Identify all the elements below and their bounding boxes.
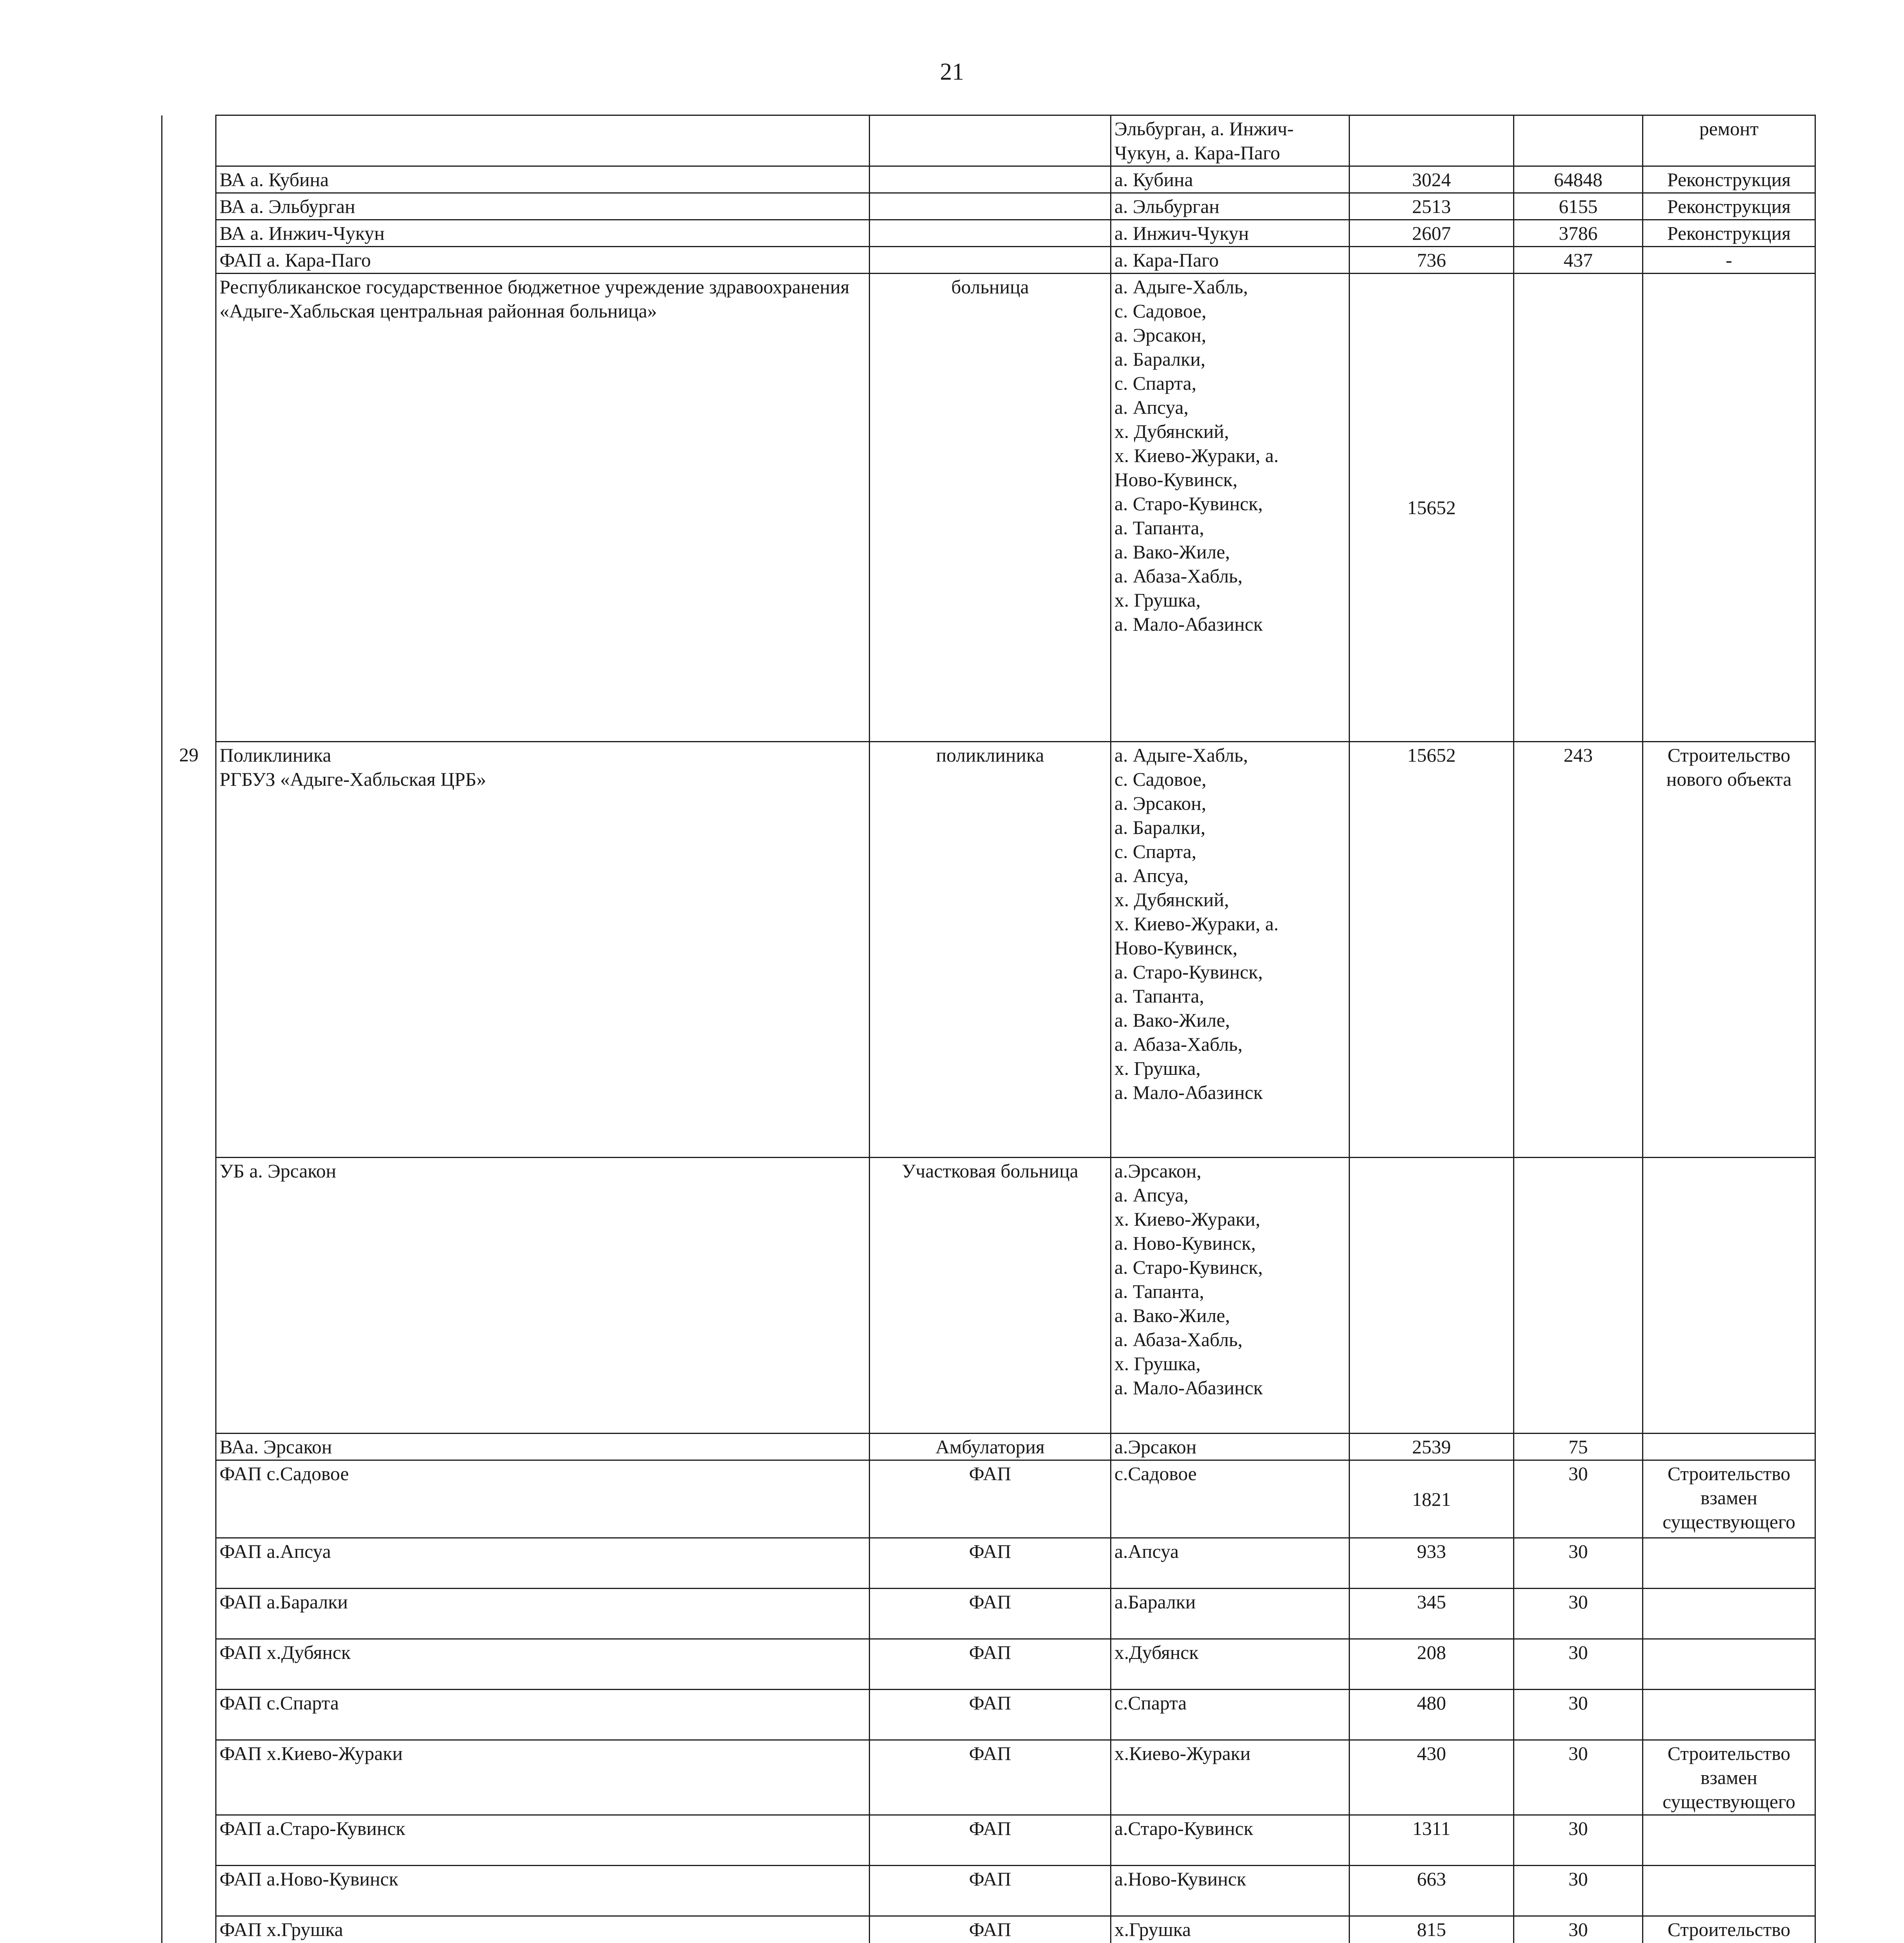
served-localities: а. Эльбурган [1111,193,1350,220]
capacity: 30 [1514,1460,1643,1538]
facility-type: ФАП [870,1460,1111,1538]
population: 1821 [1350,1460,1514,1538]
served-localities: а.Баралки [1111,1589,1350,1639]
capacity: 75 [1514,1434,1643,1460]
facility-name [216,115,870,166]
planned-action [1643,1690,1815,1740]
table-row [162,1434,1815,1460]
served-localities: а.Апсуа [1111,1538,1350,1589]
capacity: 30 [1514,1916,1643,1943]
facility-name: ВА а. Инжич-Чукун [216,220,870,247]
capacity [1514,115,1643,166]
row-number [162,166,216,193]
facility-name: ФАП с.Спарта [216,1690,870,1740]
planned-action [1643,1538,1815,1589]
table-row [162,1158,1815,1434]
table-row [162,247,1815,274]
population: 815 [1350,1916,1514,1943]
capacity: 30 [1514,1815,1643,1866]
capacity [1514,274,1643,742]
planned-action [1643,1434,1815,1460]
served-localities: а.Старо-Кувинск [1111,1815,1350,1866]
served-localities: х.Киево-Жураки [1111,1740,1350,1815]
served-localities: а.Эрсакон [1111,1434,1350,1460]
planned-action [1643,274,1815,742]
population: 2539 [1350,1434,1514,1460]
row-number [162,220,216,247]
population: 2513 [1350,193,1514,220]
table-row [162,742,1815,1158]
served-localities: а. Адыге-Хабль, с. Садовое, а. Эрсакон, а. Баралки, с. Спарта, а. Апсуа, х. Дубянский, х. Киево-Жураки, а. Ново-Кувинск, а. Старо-Кувинск, а. Тапанта, а. Вако-Жиле, а. Абаза-Хабль, х. Грушка, а. Мало-Абазинск [1111,274,1350,742]
facility-name: Поликлиника РГБУЗ «Адыге-Хабльская ЦРБ» [216,742,870,1158]
row-number [162,193,216,220]
table-row [162,1740,1815,1815]
row-number [162,1434,216,1460]
row-number [162,1639,216,1690]
row-number [162,1158,216,1434]
planned-action [1643,1815,1815,1866]
population: 736 [1350,247,1514,274]
facility-name: ФАП а.Баралки [216,1589,870,1639]
capacity: 30 [1514,1639,1643,1690]
facility-name: УБ а. Эрсакон [216,1158,870,1434]
facilities-table-body [162,115,1815,1943]
facility-name: ФАП х.Киево-Жураки [216,1740,870,1815]
planned-action: Строительство взамен существующего [1643,1460,1815,1538]
planned-action: Строительство взамен существующего [1643,1740,1815,1815]
population: 480 [1350,1690,1514,1740]
table-row [162,166,1815,193]
planned-action [1643,1866,1815,1916]
row-number [162,1538,216,1589]
planned-action: Строительство [1643,1916,1815,1943]
capacity [1514,1158,1643,1434]
planned-action: - [1643,247,1815,274]
capacity: 30 [1514,1589,1643,1639]
population: 345 [1350,1589,1514,1639]
facility-type: больница [870,274,1111,742]
facility-type: ФАП [870,1538,1111,1589]
facility-type [870,220,1111,247]
served-localities: Эльбурган, а. Инжич- Чукун, а. Кара-Паго [1111,115,1350,166]
facility-type: Амбулатория [870,1434,1111,1460]
row-number [162,247,216,274]
population: 15652 [1350,274,1514,742]
planned-action [1643,1589,1815,1639]
population: 2607 [1350,220,1514,247]
planned-action: Реконструкция [1643,193,1815,220]
population: 430 [1350,1740,1514,1815]
facility-name: ФАП х.Грушка [216,1916,870,1943]
capacity: 30 [1514,1866,1643,1916]
population: 933 [1350,1538,1514,1589]
served-localities: х.Грушка [1111,1916,1350,1943]
facility-type: Участковая больница [870,1158,1111,1434]
served-localities: с.Садовое [1111,1460,1350,1538]
facility-type: ФАП [870,1740,1111,1815]
facility-type [870,166,1111,193]
page-number: 21 [940,59,964,85]
capacity: 437 [1514,247,1643,274]
population: 1311 [1350,1815,1514,1866]
population: 208 [1350,1639,1514,1690]
capacity: 3786 [1514,220,1643,247]
row-number [162,1916,216,1943]
row-number: 29 [162,742,216,1158]
facility-name: ФАП с.Садовое [216,1460,870,1538]
table-row [162,1589,1815,1639]
facility-type: ФАП [870,1866,1111,1916]
served-localities: а. Кубина [1111,166,1350,193]
table-row [162,220,1815,247]
population [1350,1158,1514,1434]
table-row [162,1916,1815,1943]
facility-type [870,115,1111,166]
capacity: 243 [1514,742,1643,1158]
facility-type [870,247,1111,274]
table-row [162,1538,1815,1589]
capacity: 30 [1514,1690,1643,1740]
served-localities: а.Ново-Кувинск [1111,1866,1350,1916]
population [1350,115,1514,166]
served-localities: а. Адыге-Хабль, с. Садовое, а. Эрсакон, а. Баралки, с. Спарта, а. Апсуа, х. Дубянский, х. Киево-Жураки, а. Ново-Кувинск, а. Старо-Кувинск, а. Тапанта, а. Вако-Жиле, а. Абаза-Хабль, х. Грушка, а. Мало-Абазинск [1111,742,1350,1158]
capacity: 30 [1514,1538,1643,1589]
capacity: 64848 [1514,166,1643,193]
facility-type: ФАП [870,1589,1111,1639]
facility-name: ФАП а. Кара-Паго [216,247,870,274]
served-localities: х.Дубянск [1111,1639,1350,1690]
population: 3024 [1350,166,1514,193]
planned-action: Реконструкция [1643,166,1815,193]
row-number [162,1866,216,1916]
row-number [162,1460,216,1538]
table-row [162,1815,1815,1866]
planned-action: ремонт [1643,115,1815,166]
served-localities: с.Спарта [1111,1690,1350,1740]
population: 15652 [1350,742,1514,1158]
row-number [162,1740,216,1815]
facility-type [870,193,1111,220]
facility-name: ВА а. Кубина [216,166,870,193]
facility-name: Республиканское государственное бюджетное учреждение здравоохранения «Адыге-Хабльская центральная районная больница» [216,274,870,742]
facility-name: ФАП а.Ново-Кувинск [216,1866,870,1916]
capacity: 6155 [1514,193,1643,220]
facility-type: ФАП [870,1639,1111,1690]
facility-type: ФАП [870,1690,1111,1740]
table-row [162,1866,1815,1916]
facility-name: ФАП а.Старо-Кувинск [216,1815,870,1866]
table-row [162,1639,1815,1690]
capacity: 30 [1514,1740,1643,1815]
planned-action: Реконструкция [1643,220,1815,247]
row-number [162,115,216,166]
facility-name: ВА а. Эльбурган [216,193,870,220]
table-row [162,1690,1815,1740]
population: 663 [1350,1866,1514,1916]
facility-type: поликлиника [870,742,1111,1158]
facility-name: ФАП а.Апсуа [216,1538,870,1589]
served-localities: а.Эрсакон, а. Апсуа, х. Киево-Жураки, а. Ново-Кувинск, а. Старо-Кувинск, а. Тапанта, а. Вако-Жиле, а. Абаза-Хабль, х. Грушка, а. Мало-Абазинск [1111,1158,1350,1434]
facility-name: ФАП х.Дубянск [216,1639,870,1690]
served-localities: а. Кара-Паго [1111,247,1350,274]
facility-type: ФАП [870,1916,1111,1943]
table-row [162,1460,1815,1538]
table-row [162,274,1815,742]
facility-type: ФАП [870,1815,1111,1866]
facility-name: ВАа. Эрсакон [216,1434,870,1460]
row-number [162,1690,216,1740]
planned-action [1643,1158,1815,1434]
served-localities: а. Инжич-Чукун [1111,220,1350,247]
planned-action: Строительство нового объекта [1643,742,1815,1158]
table-row [162,193,1815,220]
row-number [162,274,216,742]
planned-action [1643,1639,1815,1690]
row-number [162,1589,216,1639]
facilities-table [161,115,1816,1943]
table-row [162,115,1815,166]
row-number [162,1815,216,1866]
